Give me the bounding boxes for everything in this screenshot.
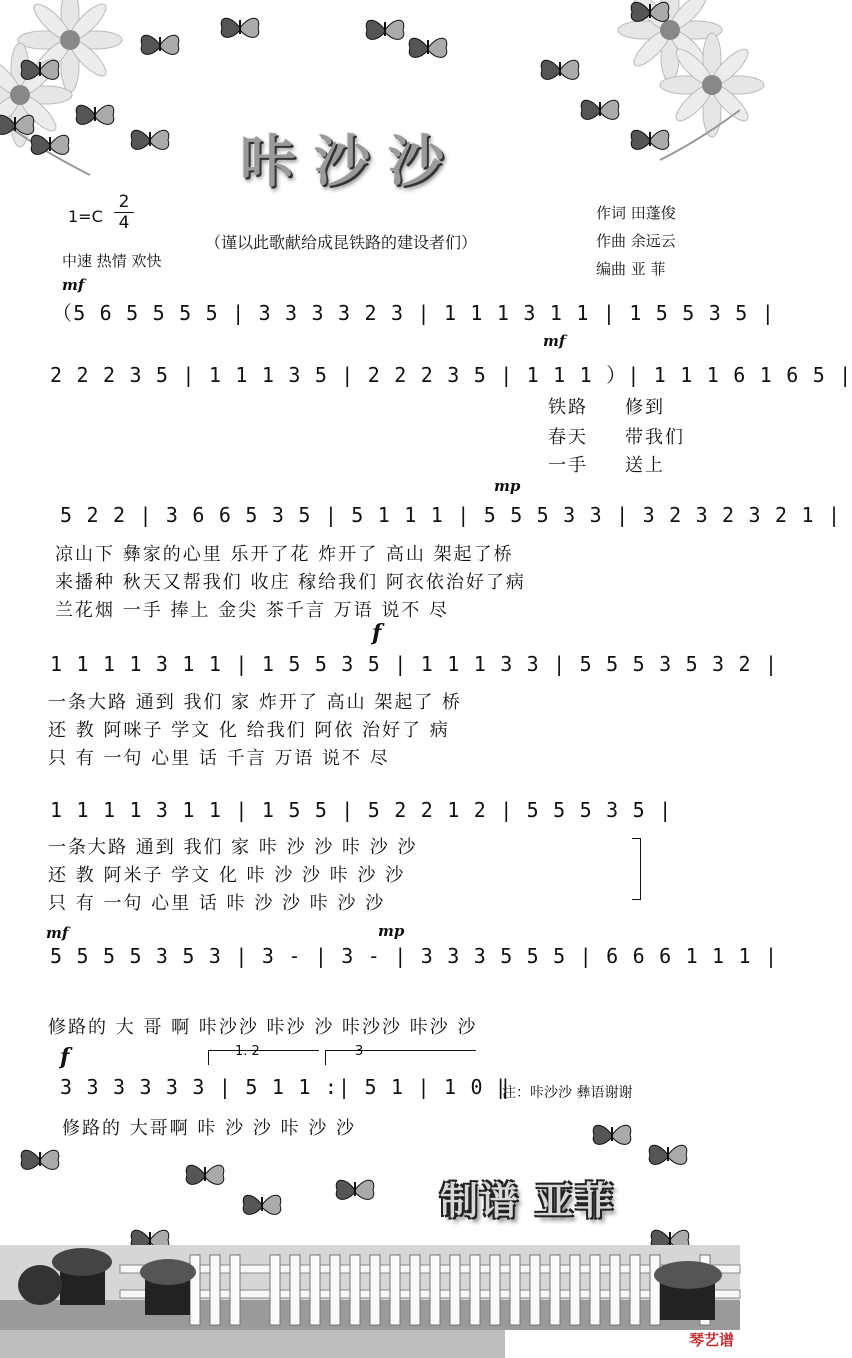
volta-second-label: 3 (355, 1044, 364, 1059)
time-signature (114, 193, 134, 232)
dynamic-f: f (60, 1044, 70, 1070)
notation-row: 2 2 2 3 5 | 1 1 1 3 5 | 2 2 2 3 5 | 1 1 1 ）| 1 1 1 6 1 6 5 | (50, 363, 852, 387)
time-signature-bottom: 4 (118, 213, 130, 233)
butterfly-icon (409, 38, 447, 57)
tempo-marking: 中速 热情 欢快 (62, 252, 162, 270)
notation-row: 3 3 3 3 3 3 | 5 1 1 :| 5 1 | 1 0 ‖ (60, 1075, 511, 1099)
lyric-line: 还 教 阿米子 学文 化 咔 沙 沙 咔 沙 沙 (48, 865, 406, 886)
lyric-line: 一条大路 通到 我们 家 炸开了 高山 架起了 桥 (48, 692, 463, 713)
butterfly-icon (631, 130, 669, 149)
volta-first-label: 1. 2 (235, 1044, 260, 1059)
lyric-line: 还 教 阿咪子 学文 化 给我们 阿依 治好了 病 (48, 720, 450, 741)
butterfly-icon (76, 105, 114, 124)
notation-row: 5 5 5 5 3 5 3 | 3 - | 3 - | 3 3 3 5 5 5 | 6 6 6 1 1 1 | (50, 944, 779, 968)
lyric-line: 只 有 一句 心里 话 千言 万语 说不 尽 (48, 748, 390, 769)
lyricist-credit: 作词 田蓬俊 (596, 204, 676, 222)
butterfly-icon (31, 135, 69, 154)
volta-bracket (208, 1050, 319, 1065)
butterfly-icon (221, 18, 259, 37)
dynamic-mf: mf (62, 276, 85, 294)
dynamic-mf: mf (543, 332, 566, 350)
dynamic-mp: mp (494, 477, 521, 495)
lyric-line: 铁路 (548, 397, 588, 418)
butterfly-icon (21, 1150, 59, 1169)
lyric-line: 送上 (625, 455, 665, 476)
fence-illustration (0, 1245, 740, 1358)
lyric-line: 一手 (548, 455, 588, 476)
notation-row: 1 1 1 1 3 1 1 | 1 5 5 3 5 | 1 1 1 3 3 | 5 5 5 3 5 3 2 | (50, 652, 779, 676)
butterfly-icon (366, 20, 404, 39)
lyric-line: 修路的 大哥啊 咔 沙 沙 咔 沙 沙 (62, 1118, 357, 1139)
notation-row: （5 6 5 5 5 5 | 3 3 3 3 2 3 | 1 1 1 3 1 1 | 1 5 5 3 5 | (52, 301, 775, 325)
butterfly-icon (593, 1125, 631, 1144)
dynamic-f: f (372, 620, 382, 646)
lyric-line: 春天 (548, 427, 588, 448)
dynamic-mp: mp (378, 922, 405, 940)
volta-bracket (325, 1050, 476, 1065)
lyric-line: 修到 (625, 397, 665, 418)
butterfly-icon (336, 1180, 374, 1199)
dynamic-mf: mf (46, 924, 69, 942)
time-signature-top: 2 (118, 192, 130, 212)
lyric-line: 带我们 (625, 427, 685, 448)
lyric-line: 凉山下 彝家的心里 乐开了花 炸开了 高山 架起了桥 (55, 544, 514, 565)
footnote: 注：咔沙沙 彝语谢谢 (502, 1085, 633, 1101)
butterfly-icon (141, 35, 179, 54)
dedication: （谨以此歌献给成昆铁路的建设者们） (205, 233, 478, 252)
butterfly-icon (541, 60, 579, 79)
notation-row: 1 1 1 1 3 1 1 | 1 5 5 | 5 2 2 1 2 | 5 5 5 3 5 | (50, 798, 673, 822)
maker-watermark: 制谱 亚菲 (440, 1179, 616, 1223)
lyric-line: 一条大路 通到 我们 家 咔 沙 沙 咔 沙 沙 (48, 837, 418, 858)
lyric-bracket (632, 838, 641, 900)
key-signature: 1=C (68, 207, 103, 226)
composer-credit: 作曲 余远云 (596, 232, 676, 250)
notation-row: 5 2 2 | 3 6 6 5 3 5 | 5 1 1 1 | 5 5 5 3 3 | 3 2 3 2 3 2 1 | (60, 503, 842, 527)
butterfly-icon (581, 100, 619, 119)
butterfly-icon (186, 1165, 224, 1184)
butterfly-icon (649, 1145, 687, 1164)
butterfly-icon (131, 130, 169, 149)
lyric-line: 来播种 秋天又帮我们 收庄 稼给我们 阿衣依治好了病 (55, 572, 526, 593)
arranger-credit: 编曲 亚 菲 (596, 260, 666, 278)
page-title: 咔沙沙 (240, 130, 462, 195)
lyric-line: 修路的 大 哥 啊 咔沙沙 咔沙 沙 咔沙沙 咔沙 沙 (48, 1017, 478, 1038)
lyric-line: 只 有 一句 心里 话 咔 沙 沙 咔 沙 沙 (48, 893, 386, 914)
butterfly-icon (243, 1195, 281, 1214)
lyric-line: 兰花烟 一手 捧上 金尖 茶千言 万语 说不 尽 (55, 600, 450, 621)
site-logo: 琴艺谱 (688, 1331, 734, 1349)
